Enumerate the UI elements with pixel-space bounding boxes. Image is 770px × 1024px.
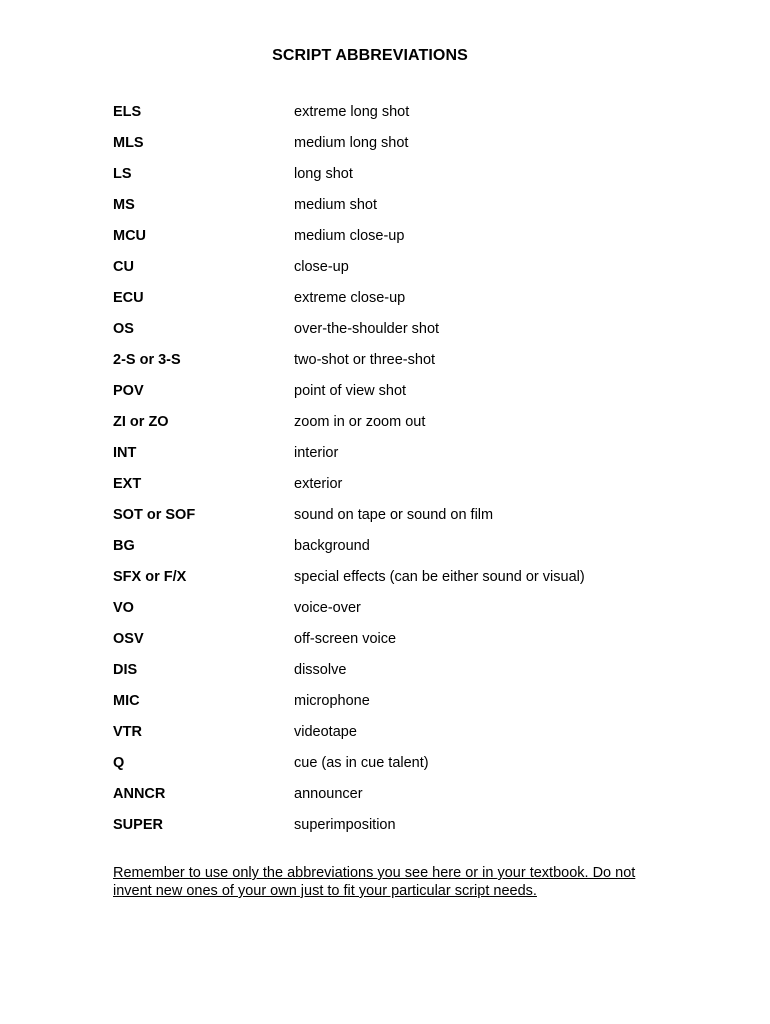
abbreviation-meaning: background [294, 538, 370, 554]
abbreviation-meaning: videotape [294, 724, 357, 740]
abbreviation-row [113, 474, 585, 505]
abbreviation-row [113, 536, 585, 567]
abbreviation-term: 2-S or 3-S [113, 352, 181, 368]
abbreviation-term: ECU [113, 290, 144, 306]
abbreviation-row [113, 195, 585, 226]
reminder-note: Remember to use only the abbreviations you see here or in your textbook. Do not invent new ones of your own just to fit your particular script needs. [113, 865, 636, 899]
abbreviation-meaning: over-the-shoulder shot [294, 321, 440, 337]
abbreviation-term: Q [113, 755, 125, 771]
abbreviation-term: SUPER [113, 817, 163, 833]
abbreviation-meaning: two-shot or three-shot [294, 352, 436, 368]
abbreviation-term: MLS [113, 135, 144, 151]
abbreviation-row [113, 319, 585, 350]
abbreviation-term: VO [113, 600, 134, 616]
abbreviation-term: MIC [113, 693, 140, 709]
abbreviation-row [113, 133, 585, 164]
abbreviation-meaning: long shot [294, 166, 353, 182]
abbreviation-meaning: microphone [294, 693, 370, 709]
abbreviation-meaning: medium close-up [294, 228, 405, 244]
abbreviation-row [113, 350, 585, 381]
abbreviation-term: ELS [113, 104, 142, 120]
abbreviation-term: CU [113, 259, 134, 275]
abbreviation-row [113, 102, 585, 133]
abbreviation-term: EXT [113, 476, 142, 492]
abbreviation-meaning: interior [294, 445, 339, 461]
abbreviation-row [113, 257, 585, 288]
abbreviation-meaning: special effects (can be either sound or visual) [294, 569, 585, 585]
abbreviation-meaning: extreme close-up [294, 290, 406, 306]
abbreviation-meaning: extreme long shot [294, 104, 410, 120]
abbreviation-row [113, 815, 585, 846]
abbreviation-row [113, 660, 585, 691]
abbreviation-term: BG [113, 538, 135, 554]
abbreviation-term: MS [113, 197, 135, 213]
abbreviation-meaning: exterior [294, 476, 343, 492]
abbreviation-meaning: sound on tape or sound on film [294, 507, 494, 523]
abbreviation-term: OS [113, 321, 134, 337]
abbreviation-meaning: medium shot [294, 197, 378, 213]
abbreviation-row [113, 288, 585, 319]
abbreviation-meaning: voice-over [294, 600, 361, 616]
abbreviation-term: POV [113, 383, 144, 399]
abbreviation-row [113, 443, 585, 474]
abbreviation-row [113, 381, 585, 412]
abbreviation-term: INT [113, 445, 137, 461]
abbreviation-row [113, 784, 585, 815]
abbreviation-meaning: announcer [294, 786, 363, 802]
abbreviation-term: LS [113, 166, 132, 182]
abbreviation-term: OSV [113, 631, 144, 647]
abbreviation-list [113, 102, 585, 846]
abbreviation-row [113, 412, 585, 443]
abbreviation-row [113, 505, 585, 536]
abbreviation-meaning: zoom in or zoom out [294, 414, 426, 430]
abbreviation-row [113, 753, 585, 784]
abbreviation-term: ZI or ZO [113, 414, 169, 430]
abbreviation-row [113, 226, 585, 257]
abbreviation-row [113, 722, 585, 753]
abbreviation-meaning: point of view shot [294, 383, 407, 399]
abbreviation-meaning: cue (as in cue talent) [294, 755, 429, 771]
abbreviation-term: SOT or SOF [113, 507, 196, 523]
abbreviation-row [113, 598, 585, 629]
abbreviation-meaning: close-up [294, 259, 349, 275]
abbreviation-term: VTR [113, 724, 142, 740]
abbreviation-meaning: superimposition [294, 817, 396, 833]
abbreviation-row [113, 629, 585, 660]
abbreviation-row [113, 567, 585, 598]
abbreviation-meaning: dissolve [294, 662, 347, 678]
abbreviation-row [113, 691, 585, 722]
page-title: SCRIPT ABBREVIATIONS [272, 47, 468, 64]
abbreviation-term: SFX or F/X [113, 569, 187, 585]
abbreviation-term: MCU [113, 228, 147, 244]
abbreviation-row [113, 164, 585, 195]
abbreviation-meaning: off-screen voice [294, 631, 397, 647]
abbreviation-term: DIS [113, 662, 138, 678]
abbreviation-term: ANNCR [113, 786, 166, 802]
abbreviation-meaning: medium long shot [294, 135, 409, 151]
